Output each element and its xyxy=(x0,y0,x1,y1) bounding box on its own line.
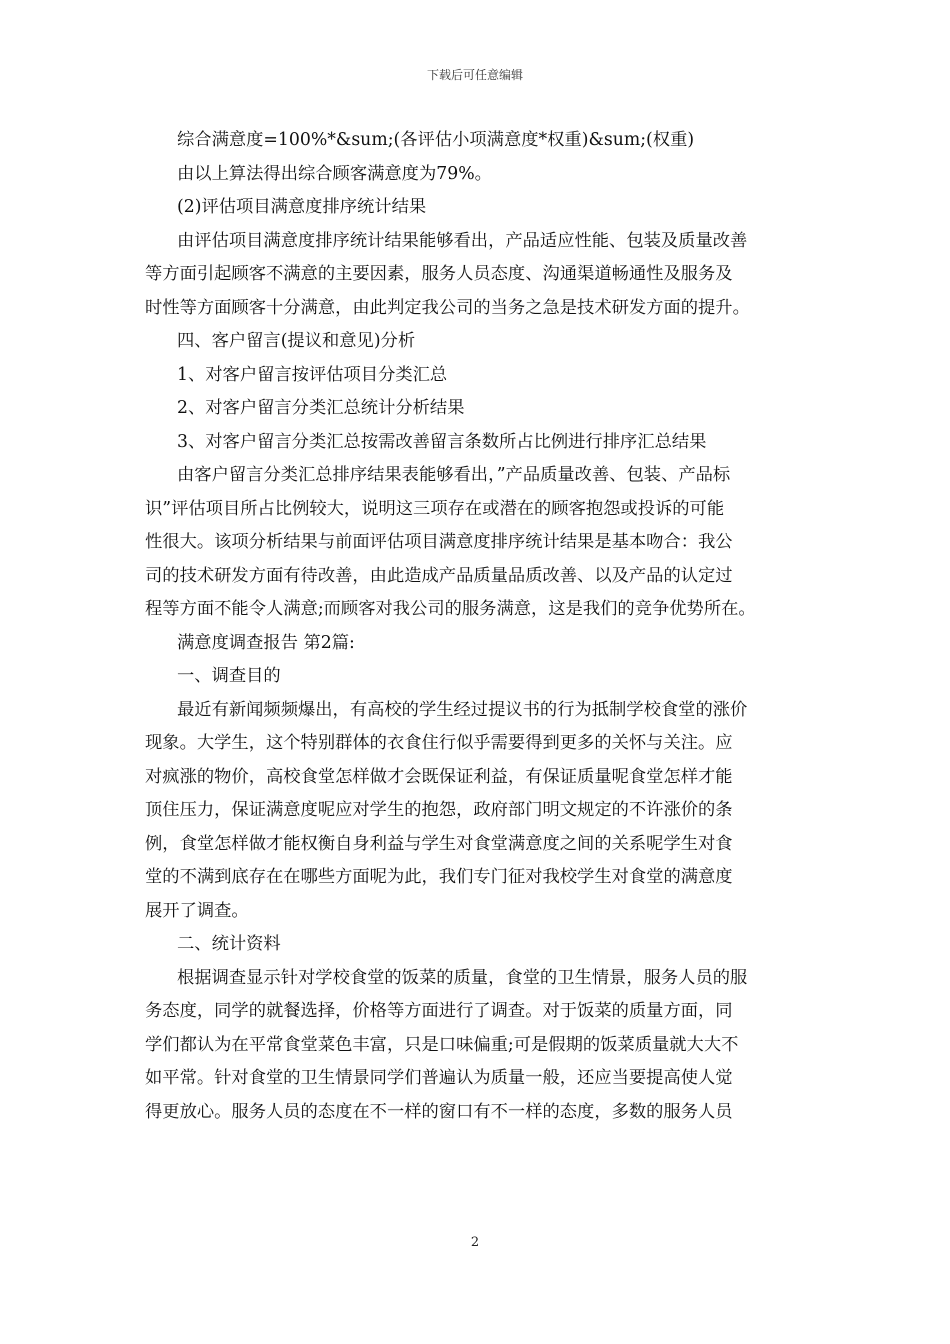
text-line: 得更放心。服务人员的态度在不一样的窗口有不一样的态度，多数的服务人员 xyxy=(145,1101,733,1122)
text-line: 司的技术研发方面有待改善，由此造成产品质量品质改善、以及产品的认定过 xyxy=(145,565,733,586)
page-number: 2 xyxy=(470,1235,480,1250)
text-line: 顶住压力，保证满意度呢应对学生的抱怨，政府部门明文规定的不许涨价的条 xyxy=(145,800,733,820)
text-line: 等方面引起顾客不满意的主要因素，服务人员态度、沟通渠道畅通性及服务及 xyxy=(145,264,733,284)
text-line: 由以上算法得出综合顾客满意度为79%。 xyxy=(177,163,492,184)
text-line: 例，食堂怎样做才能权衡自身利益与学生对食堂满意度之间的关系呢学生对食 xyxy=(145,833,733,854)
text-line: 一、调查目的 xyxy=(177,666,281,686)
text-line: 展开了调查。 xyxy=(145,900,249,921)
text-line: 满意度调查报告 第2篇: xyxy=(177,632,355,653)
text-line: 现象。大学生，这个特别群体的衣食住行似乎需要得到更多的关怀与关注。应 xyxy=(145,733,733,753)
text-line: 根据调查显示针对学校食堂的饭菜的质量，食堂的卫生情景，服务人员的服 xyxy=(177,967,748,988)
text-line: 堂的不满到底存在在哪些方面呢为此，我们专门征对我校学生对食堂的满意度 xyxy=(145,867,733,887)
text-line: 1、对客户留言按评估项目分类汇总 xyxy=(177,364,448,385)
text-line: 二、统计资料 xyxy=(177,934,281,954)
text-line: 由客户留言分类汇总排序结果表能够看出，”产品质量改善、包装、产品标 xyxy=(177,465,731,485)
text-line: 2、对客户留言分类汇总统计分析结果 xyxy=(177,398,465,418)
text-line: 四、客户留言(提议和意见)分析 xyxy=(177,331,416,351)
text-line: 3、对客户留言分类汇总按需改善留言条数所占比例进行排序汇总结果 xyxy=(177,431,707,452)
document-body xyxy=(145,124,810,1129)
text-line: 性很大。该项分析结果与前面评估项目满意度排序统计结果是基本吻合：我公 xyxy=(145,532,733,552)
text-line: 时性等方面顾客十分满意，由此判定我公司的当务之急是技术研发方面的提升。 xyxy=(145,297,750,318)
text-line: 如平常。针对食堂的卫生情景同学们普遍认为质量一般，还应当要提高使人觉 xyxy=(145,1068,733,1088)
text-line: 由评估项目满意度排序统计结果能够看出，产品适应性能、包装及质量改善 xyxy=(177,230,748,251)
text-line: 学们都认为在平常食堂菜色丰富，只是口味偏重;可是假期的饭菜质量就大大不 xyxy=(145,1034,739,1055)
text-line: 程等方面不能令人满意;而顾客对我公司的服务满意，这是我们的竞争优势所在。 xyxy=(145,599,756,619)
text-line: (2)评估项目满意度排序统计结果 xyxy=(177,197,427,217)
text-line: 最近有新闻频频爆出，有高校的学生经过提议书的行为抵制学校食堂的涨价 xyxy=(177,699,748,720)
text-line: 对疯涨的物价，高校食堂怎样做才会既保证利益，有保证质量呢食堂怎样才能 xyxy=(145,766,733,787)
text-line: 务态度，同学的就餐选择，价格等方面进行了调查。对于饭菜的质量方面，同 xyxy=(145,1001,733,1021)
page-header-note: 下载后可任意编辑 xyxy=(426,68,523,82)
text-line: 识”评估项目所占比例较大，说明这三项存在或潜在的顾客抱怨或投诉的可能 xyxy=(145,498,725,519)
text-line: 综合满意度=100%*&sum;(各评估小项满意度*权重)&sum;(权重) xyxy=(177,130,695,150)
